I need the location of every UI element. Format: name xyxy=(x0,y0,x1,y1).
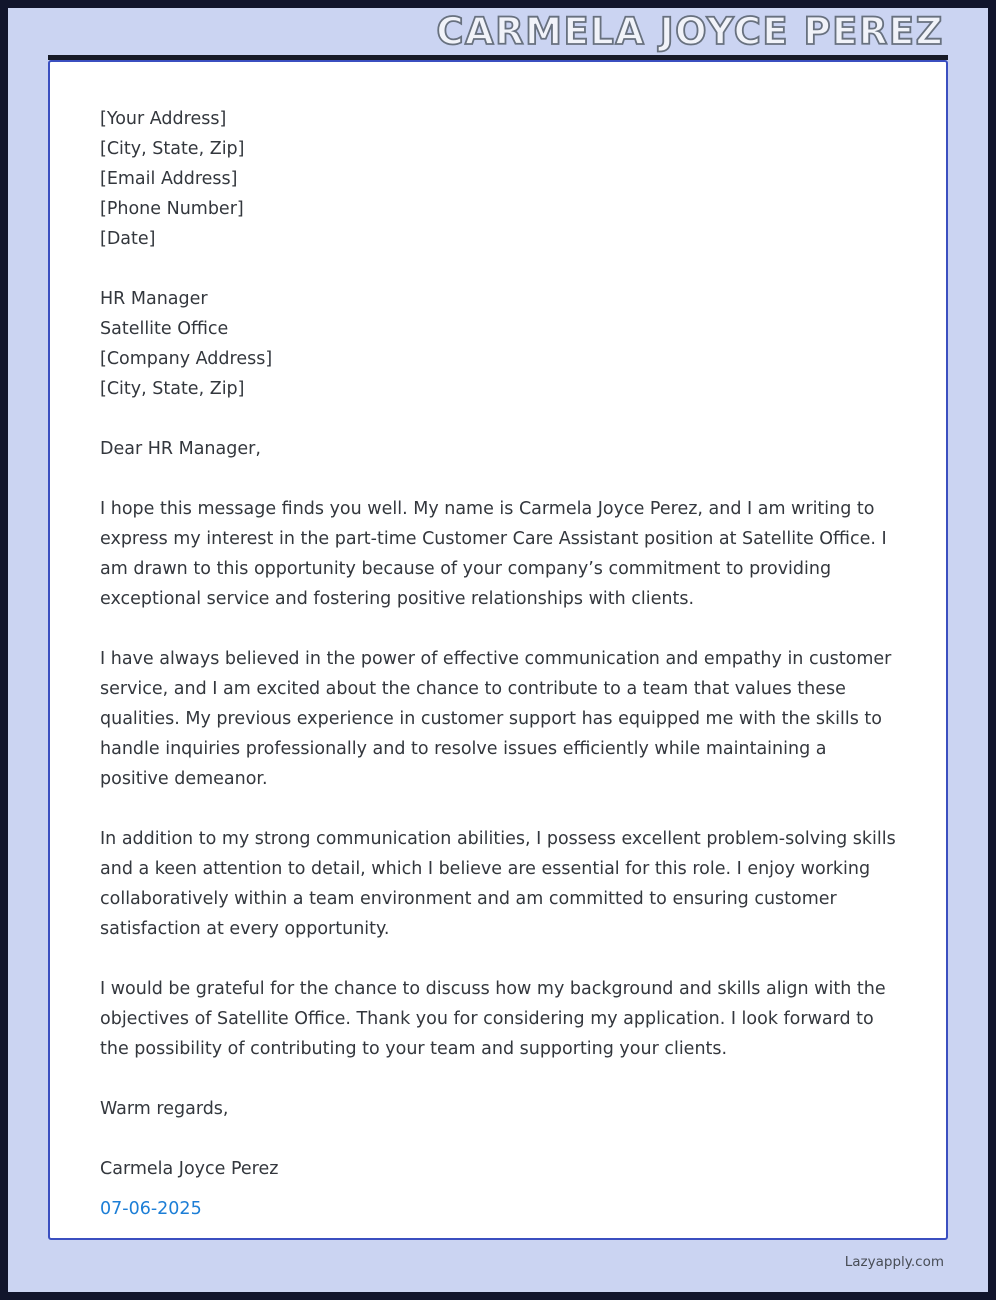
page-background xyxy=(8,8,988,1292)
sender-address-line: [City, State, Zip] xyxy=(100,139,245,159)
watermark-link[interactable]: Lazyapply.com xyxy=(844,1254,944,1270)
sender-address-line: [Your Address] xyxy=(100,109,227,129)
sender-address-block xyxy=(100,104,896,254)
body-paragraph-2: I have always believed in the power of effective communication and empathy in customer service, and I am excited about the chance to contribute to a team that values these qualities. My previous experience in customer support has equipped me with the skills to handle inquiries professionally and to resolve issues efficiently while maintaining a positive demeanor. xyxy=(100,649,892,789)
sender-address-line: [Date] xyxy=(100,229,156,249)
body-paragraph-3: In addition to my strong communication abilities, I possess excellent problem-solving skills and a keen attention to detail, which I believe are essential for this role. I enjoy working collaboratively within a team environment and am committed to ensuring customer satisfaction at every opportunity. xyxy=(100,829,896,939)
recipient-block xyxy=(100,284,896,404)
date-link[interactable]: 07-06-2025 xyxy=(100,1199,202,1219)
closing: Warm regards, xyxy=(100,1099,229,1119)
header xyxy=(48,10,944,54)
header-name: CARMELA JOYCE PEREZ xyxy=(436,10,944,53)
body-paragraph-1: I hope this message finds you well. My name is Carmela Joyce Perez, and I am writing to express my interest in the part-time Customer Care Assistant position at Satellite Office. I am drawn to this opportunity because of your company’s commitment to providing exceptional service and fostering positive relationships with clients. xyxy=(100,499,887,609)
recipient-line: HR Manager xyxy=(100,289,208,309)
sender-address-line: [Email Address] xyxy=(100,169,238,189)
recipient-line: [City, State, Zip] xyxy=(100,379,245,399)
letter-card xyxy=(48,60,948,1240)
recipient-line: Satellite Office xyxy=(100,319,229,339)
letter-content xyxy=(50,62,946,1224)
signature-name: Carmela Joyce Perez xyxy=(100,1159,279,1179)
body-paragraph-4: I would be grateful for the chance to discuss how my background and skills align with the objectives of Satellite Office. Thank you for considering my application. I look forward to the possibility of contributing to your team and supporting your clients. xyxy=(100,979,886,1059)
sender-address-line: [Phone Number] xyxy=(100,199,244,219)
recipient-line: [Company Address] xyxy=(100,349,273,369)
salutation: Dear HR Manager, xyxy=(100,439,261,459)
